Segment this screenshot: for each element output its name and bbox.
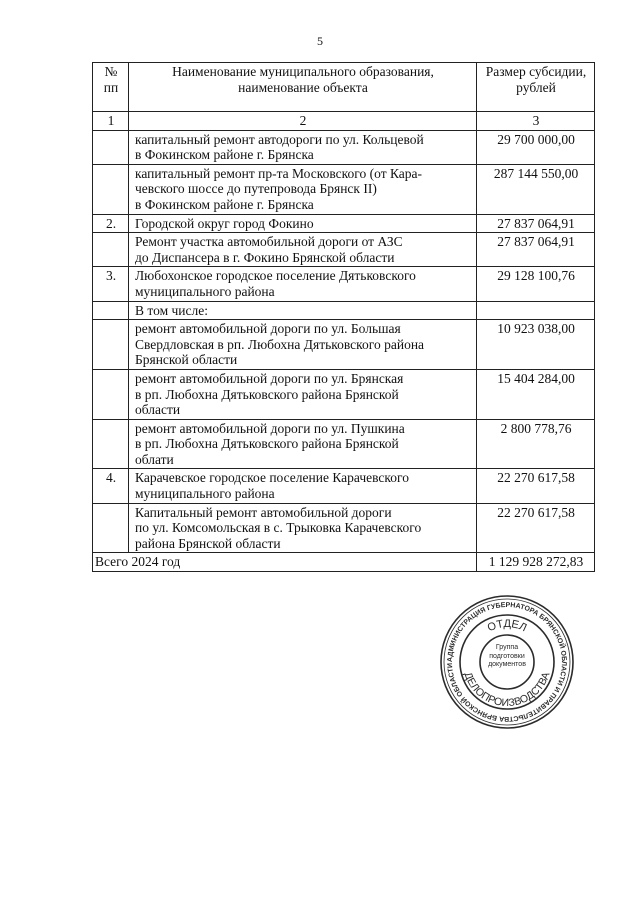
table-row [93, 301, 595, 320]
row-number [93, 301, 129, 320]
row-amount: 10 923 038,00 [477, 320, 595, 370]
row-number [93, 233, 129, 267]
table-row [93, 267, 595, 301]
table-header-row [93, 63, 595, 112]
row-number [93, 503, 129, 553]
row-amount: 22 270 617,58 [477, 503, 595, 553]
row-name: капитальный ремонт пр-та Московского (от Кара- чевского шоссе до путепровода Брянск II) в Фокинском районе г. Брянска [129, 164, 477, 214]
table-row [93, 130, 595, 164]
row-number [93, 130, 129, 164]
row-number [93, 369, 129, 419]
header-name: Наименование муниципального образования, наименование объекта [129, 63, 477, 112]
table-row [93, 320, 595, 370]
row-number: 2. [93, 214, 129, 233]
total-amount: 1 129 928 272,83 [477, 553, 595, 572]
table-row [93, 164, 595, 214]
header-amount: Размер субсидии, рублей [477, 63, 595, 112]
row-name: Городской округ город Фокино [129, 214, 477, 233]
stamp-center [483, 644, 531, 680]
page-number: 5 [317, 34, 323, 48]
row-number: 3. [93, 267, 129, 301]
row-amount: 27 837 064,91 [477, 214, 595, 233]
total-row [93, 553, 595, 572]
stamp-dept-bottom: ДЕЛОПРОИЗВОДСТВА [461, 670, 553, 710]
row-number: 4. [93, 469, 129, 503]
row-name: Любохонское городское поселение Дятьковского муниципального района [129, 267, 477, 301]
row-number [93, 419, 129, 469]
row-amount: 15 404 284,00 [477, 369, 595, 419]
row-number [93, 320, 129, 370]
table-row [93, 214, 595, 233]
total-label: Всего 2024 год [93, 553, 477, 572]
row-amount: 29 700 000,00 [477, 130, 595, 164]
row-name: Карачевское городское поселение Карачевского муниципального района [129, 469, 477, 503]
department-stamp [439, 594, 575, 730]
table-row [93, 419, 595, 469]
row-amount: 29 128 100,76 [477, 267, 595, 301]
header-number: № пп [93, 63, 129, 112]
column-index-2: 2 [129, 112, 477, 131]
row-amount: 2 800 778,76 [477, 419, 595, 469]
row-name: ремонт автомобильной дороги по ул. Пушкина в рп. Любохна Дятьковского района Брянской облати [129, 419, 477, 469]
row-amount: 27 837 064,91 [477, 233, 595, 267]
table-row [93, 233, 595, 267]
row-name: ремонт автомобильной дороги по ул. Брянская в рп. Любохна Дятьковского района Брянской области [129, 369, 477, 419]
table-row [93, 369, 595, 419]
subsidy-table [92, 62, 595, 572]
table-body [93, 130, 595, 553]
row-name: Капитальный ремонт автомобильной дороги по ул. Комсомольская в с. Трыковка Карачевского района Брянской области [129, 503, 477, 553]
row-amount [477, 301, 595, 320]
column-index-row [93, 112, 595, 131]
row-name: Ремонт участка автомобильной дороги от АЗС до Диспансера в г. Фокино Брянской области [129, 233, 477, 267]
stamp-center-text: Группа подготовки документов [488, 644, 526, 668]
row-amount: 287 144 550,00 [477, 164, 595, 214]
row-name: капитальный ремонт автодороги по ул. Кольцевой в Фокинском районе г. Брянска [129, 130, 477, 164]
stamp-dept-top: ОТДЕЛ [485, 617, 529, 635]
row-amount: 22 270 617,58 [477, 469, 595, 503]
row-number [93, 164, 129, 214]
column-index-3: 3 [477, 112, 595, 131]
table-row [93, 503, 595, 553]
table-row [93, 469, 595, 503]
row-name: В том числе: [129, 301, 477, 320]
column-index-1: 1 [93, 112, 129, 131]
row-name: ремонт автомобильной дороги по ул. Большая Свердловская в рп. Любохна Дятьковского района Брянской области [129, 320, 477, 370]
stamp-ring-text: АДМИНИСТРАЦИЯ ГУБЕРНАТОРА БРЯНСКОЙ ОБЛАСТИ И ПРАВИТЕЛЬСТВА БРЯНСКОЙ ОБЛАСТИ [446, 601, 568, 723]
